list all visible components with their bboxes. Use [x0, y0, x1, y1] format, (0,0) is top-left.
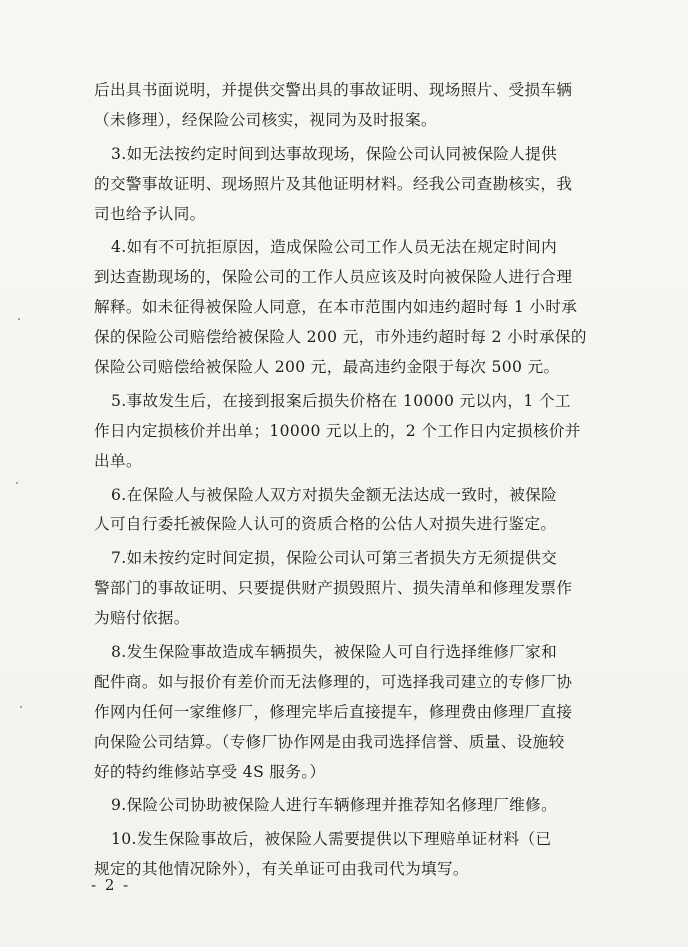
- text-line: 保的保险公司赔偿给被保险人 200 元，市外违约超时每 2 小时承保的: [94, 328, 587, 347]
- text-line: 的交警事故证明、现场照片及其他证明材料。经我公司查勘核实，我: [94, 174, 573, 193]
- scan-speck: [20, 706, 22, 708]
- paragraph-first-line: 6.在保险人与被保险人双方对损失金额无法达成一致时，被保险: [111, 485, 558, 504]
- text-line: 解释。如未征得被保险人同意，在本市范围内如违约超时每 1 小时承: [94, 298, 578, 317]
- paragraph-first-line: 8.发生保险事故造成车辆损失，被保险人可自行选择维修厂家和: [111, 643, 558, 662]
- text-line: 作网内任何一家维修厂，修理完毕后直接提车，修理费由修理厂直接: [94, 702, 573, 721]
- paragraph-first-line: 4.如有不可抗拒原因，造成保险公司工作人员无法在规定时间内: [111, 238, 558, 257]
- paragraph-first-line: 3.如无法按约定时间到达事故现场，保险公司认同被保险人提供: [111, 144, 558, 163]
- text-line: 到达查勘现场的，保险公司的工作人员应该及时向被保险人进行合理: [94, 268, 573, 287]
- text-line: 向保险公司结算。（专修厂协作网是由我司选择信誉、质量、设施较: [94, 732, 565, 751]
- paragraph-first-line: 5.事故发生后，在接到报案后损失价格在 10000 元以内，1 个工: [111, 391, 571, 410]
- text-line: 规定的其他情况除外），有关单证可由我司代为填写。: [94, 860, 469, 879]
- text-line: 为赔付依据。: [94, 609, 190, 628]
- document-body: [94, 76, 602, 885]
- page-number: - 2 -: [91, 876, 131, 894]
- paragraph-first-line: 7.如未按约定时间定损，保险公司认可第三者损失方无须提供交: [111, 549, 558, 568]
- scan-speck: [18, 318, 20, 320]
- text-line: 保险公司赔偿给被保险人 200 元，最高违约金限于每次 500 元。: [94, 358, 560, 377]
- text-line: 作日内定损核价并出单；10000 元以上的，2 个工作日内定损核价并: [94, 421, 581, 440]
- text-line: 警部门的事故证明、只要提供财产损毁照片、损失清单和修理发票作: [94, 579, 573, 598]
- text-line: （未修理），经保险公司核实，视同为及时报案。: [94, 110, 437, 129]
- text-line: 司也给予认同。: [94, 204, 206, 223]
- text-line: 出单。: [94, 451, 142, 470]
- text-line: 后出具书面说明，并提供交警出具的事故证明、现场照片、受损车辆: [94, 81, 573, 99]
- paragraph-first-line: 10.发生保险事故后，被保险人需要提供以下理赔单证材料（已: [111, 830, 552, 849]
- text-line: 人可自行委托被保险人认可的资质合格的公估人对损失进行鉴定。: [94, 515, 557, 534]
- text-line: 好的特约维修站享受 4S 服务。）: [94, 762, 326, 781]
- paragraph-first-line: 9.保险公司协助被保险人进行车辆修理并推荐知名修理厂维修。: [111, 796, 558, 815]
- scan-speck: [16, 482, 18, 484]
- text-line: 配件商。如与报价有差价而无法修理的，可选择我司建立的专修厂协: [94, 672, 573, 691]
